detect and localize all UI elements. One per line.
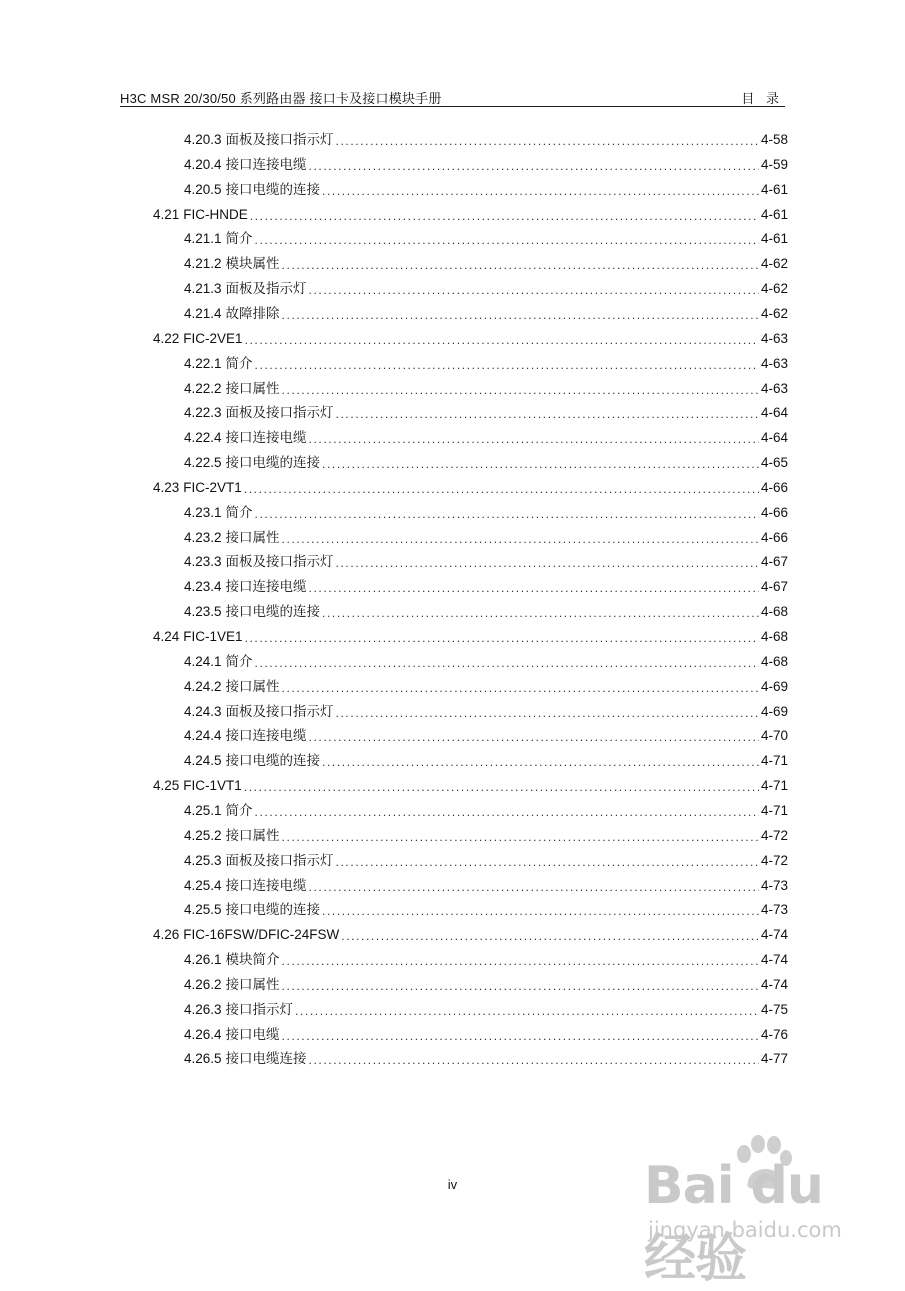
toc-entry-number: 4.26.2 — [184, 976, 222, 992]
toc-entry-title: 接口电缆 — [225, 1026, 280, 1042]
toc-entry-number: 4.20.4 — [184, 156, 222, 172]
toc-entry-title: 接口属性 — [225, 380, 280, 396]
toc-entry-number: 4.25.3 — [184, 852, 222, 868]
toc-entry — [184, 949, 788, 969]
toc-entry — [184, 725, 788, 745]
toc-entry-page: 4-72 — [760, 852, 788, 868]
toc-entry-number: 4.24.3 — [184, 703, 222, 719]
toc-entry-page: 4-64 — [760, 430, 788, 446]
toc-entry-title: 模块属性 — [225, 256, 280, 272]
toc-entry-page: 4-66 — [760, 504, 788, 520]
toc-entry-page: 4-61 — [760, 206, 788, 222]
toc-entry-page: 4-71 — [760, 778, 788, 794]
toc-dot-leader — [282, 978, 759, 994]
toc-entry-title: 简介 — [225, 504, 253, 520]
toc-entry-title: 接口属性 — [225, 976, 280, 992]
toc-entry-title: 简介 — [225, 802, 253, 818]
toc-entry-page: 4-58 — [760, 132, 788, 147]
toc-entry-title: 接口电缆连接 — [225, 1051, 307, 1067]
toc-entry-number: 4.25.4 — [184, 877, 222, 893]
toc-entry-number: 4.22.1 — [184, 355, 222, 371]
toc-dot-leader — [322, 183, 759, 199]
toc-entry-number: 4.24.4 — [184, 728, 222, 744]
toc-entry-number: 4.21.4 — [184, 305, 222, 321]
toc-entry-number: 4.26.4 — [184, 1026, 222, 1042]
toc-dot-leader — [282, 829, 759, 845]
toc-entry-page: 4-61 — [760, 231, 788, 247]
toc-entry-title: 接口连接电缆 — [225, 430, 307, 446]
toc-dot-leader — [282, 531, 759, 547]
toc-entry-number: 4.25 — [153, 778, 180, 794]
document-title: H3C MSR 20/30/50 系列路由器 接口卡及接口模块手册 — [120, 91, 442, 106]
toc-entry — [153, 477, 788, 497]
toc-entry-title: 模块简介 — [225, 952, 280, 968]
toc-entry-title: 故障排除 — [225, 305, 280, 321]
toc-entry — [184, 1048, 788, 1068]
toc-dot-leader — [336, 133, 759, 149]
toc-entry — [184, 303, 788, 323]
toc-dot-leader — [309, 879, 759, 895]
toc-entry-title: 接口属性 — [225, 529, 280, 545]
toc-entry-number: 4.23 — [153, 479, 180, 495]
toc-entry — [184, 800, 788, 820]
toc-entry-page: 4-71 — [760, 802, 788, 818]
toc-entry — [184, 228, 788, 248]
toc-entry — [184, 527, 788, 547]
toc-entry-page: 4-63 — [760, 355, 788, 371]
toc-entry-number: 4.22.5 — [184, 455, 222, 471]
toc-entry-title: 简介 — [225, 653, 253, 669]
toc-dot-leader — [322, 754, 759, 770]
toc-entry-title: 接口连接电缆 — [225, 877, 307, 893]
toc-entry — [153, 775, 788, 795]
toc-dot-leader — [255, 655, 759, 671]
toc-dot-leader — [336, 406, 759, 422]
toc-entry-number: 4.26.3 — [184, 1001, 222, 1017]
toc-entry-page: 4-63 — [760, 330, 788, 346]
toc-entry — [184, 676, 788, 696]
toc-entry — [184, 278, 788, 298]
toc-dot-leader — [341, 928, 759, 944]
toc-entry — [153, 204, 788, 224]
toc-entry-title: 接口连接电缆 — [225, 728, 307, 744]
toc-entry-page: 4-73 — [760, 902, 788, 918]
toc-entry-title: 接口属性 — [225, 827, 280, 843]
page-header — [120, 86, 785, 107]
toc-entry-title: 接口属性 — [225, 678, 280, 694]
toc-entry-page: 4-72 — [760, 827, 788, 843]
toc-entry-number: 4.25.2 — [184, 827, 222, 843]
toc-dot-leader — [282, 307, 759, 323]
toc-entry — [184, 576, 788, 596]
toc-entry-title: 简介 — [225, 231, 253, 247]
toc-entry-page: 4-61 — [760, 181, 788, 197]
toc-entry-page: 4-63 — [760, 380, 788, 396]
toc-dot-leader — [336, 854, 759, 870]
toc-entry-page: 4-67 — [760, 579, 788, 595]
toc-entry-number: 4.23.5 — [184, 604, 222, 620]
watermark-brand: Bai du 经验 — [644, 1156, 823, 1289]
toc-dot-leader — [282, 680, 759, 696]
toc-entry — [184, 253, 788, 273]
toc-entry-number: 4.21.1 — [184, 231, 222, 247]
toc-entry-page: 4-66 — [760, 529, 788, 545]
toc-dot-leader — [245, 630, 759, 646]
toc-entry-page: 4-69 — [760, 678, 788, 694]
toc-entry-title: 接口电缆的连接 — [225, 604, 321, 620]
toc-dot-leader — [322, 605, 759, 621]
toc-entry-page: 4-77 — [760, 1051, 788, 1067]
toc-dot-leader — [309, 282, 759, 298]
toc-entry — [184, 353, 788, 373]
toc-entry-title: FIC-1VT1 — [183, 778, 242, 794]
toc-entry-title: 面板及接口指示灯 — [225, 852, 334, 868]
toc-entry-page: 4-62 — [760, 305, 788, 321]
toc-entry-number: 4.26.5 — [184, 1051, 222, 1067]
toc-entry — [184, 875, 788, 895]
toc-dot-leader — [255, 357, 759, 373]
toc-entry-number: 4.24.5 — [184, 753, 222, 769]
toc-entry — [184, 701, 788, 721]
toc-entry-title: 接口电缆的连接 — [225, 753, 321, 769]
toc-entry-title: 面板及接口指示灯 — [225, 405, 334, 421]
toc-entry-page: 4-64 — [760, 405, 788, 421]
toc-dot-leader — [309, 1052, 759, 1068]
toc-entry-page: 4-62 — [760, 256, 788, 272]
toc-entry-number: 4.24.1 — [184, 653, 222, 669]
toc-entry-number: 4.26.1 — [184, 952, 222, 968]
toc-dot-leader — [309, 158, 759, 174]
toc-dot-leader — [336, 705, 759, 721]
toc-entry — [184, 974, 788, 994]
toc-entry-title: 简介 — [225, 355, 253, 371]
page-number: iv — [447, 1177, 458, 1192]
toc-entry-page: 4-76 — [760, 1026, 788, 1042]
toc-dot-leader — [309, 580, 759, 596]
toc-dot-leader — [250, 208, 759, 224]
toc-entry-page: 4-73 — [760, 877, 788, 893]
toc-entry-title: 接口电缆的连接 — [225, 455, 321, 471]
toc-entry-number: 4.24 — [153, 629, 180, 644]
toc-entry-title: FIC-16FSW/DFIC-24FSW — [183, 927, 340, 943]
toc-entry — [184, 402, 788, 422]
toc-dot-leader — [309, 431, 759, 447]
toc-entry — [184, 179, 788, 199]
toc-entry-title: 接口电缆的连接 — [225, 181, 321, 197]
toc-entry-number: 4.20.5 — [184, 181, 222, 197]
toc-entry-title: FIC-2VT1 — [183, 479, 242, 495]
toc-entry-title: 面板及接口指示灯 — [225, 132, 334, 147]
toc-entry — [184, 378, 788, 398]
toc-dot-leader — [309, 729, 759, 745]
toc-dot-leader — [245, 332, 759, 348]
toc-entry-page: 4-67 — [760, 554, 788, 570]
toc-entry — [184, 750, 788, 770]
toc-dot-leader — [255, 232, 759, 248]
toc-dot-leader — [244, 481, 759, 497]
toc-entry-page: 4-69 — [760, 703, 788, 719]
toc-dot-leader — [336, 555, 759, 571]
toc-entry-title: 接口电缆的连接 — [225, 902, 321, 918]
toc-entry-page: 4-68 — [760, 653, 788, 669]
toc-entry — [184, 999, 788, 1019]
toc-dot-leader — [322, 456, 759, 472]
toc-dot-leader — [255, 804, 759, 820]
toc-dot-leader — [282, 382, 759, 398]
toc-entry-number: 4.23.1 — [184, 504, 222, 520]
toc-entry-page: 4-68 — [760, 604, 788, 620]
section-label: 目 录 — [741, 91, 783, 106]
toc-entry — [153, 328, 788, 348]
baidu-jingyan-watermark — [638, 1132, 868, 1289]
toc-entry-number: 4.23.4 — [184, 579, 222, 595]
toc-entry — [184, 502, 788, 522]
toc-entry-page: 4-68 — [760, 629, 788, 644]
toc-entry-number: 4.22.2 — [184, 380, 222, 396]
toc-entry-title: 面板及接口指示灯 — [225, 703, 334, 719]
toc-entry — [184, 651, 788, 671]
toc-entry-number: 4.21 — [153, 206, 180, 222]
toc-entry-number: 4.22.4 — [184, 430, 222, 446]
toc-entry-number: 4.26 — [153, 927, 180, 943]
toc-entry — [184, 129, 788, 149]
toc-entry — [184, 551, 788, 571]
toc-entry — [184, 899, 788, 919]
toc-entry-title: 接口连接电缆 — [225, 156, 307, 172]
watermark-url: jingyan.baidu.com — [648, 1218, 842, 1242]
toc-entry-page: 4-74 — [760, 927, 788, 943]
toc-entry-title: FIC-1VE1 — [183, 629, 243, 644]
toc-entry-title: 接口连接电缆 — [225, 579, 307, 595]
toc-entry-page: 4-75 — [760, 1001, 788, 1017]
toc-entry-title: 面板及接口指示灯 — [225, 554, 334, 570]
toc-entry-number: 4.20.3 — [184, 132, 222, 147]
toc-entry — [184, 825, 788, 845]
toc-entry — [153, 924, 788, 944]
toc-entry-title: 接口指示灯 — [225, 1001, 294, 1017]
toc-entry-page: 4-74 — [760, 976, 788, 992]
toc-entry-number: 4.21.2 — [184, 256, 222, 272]
toc-entry-number: 4.24.2 — [184, 678, 222, 694]
toc-entry-page: 4-59 — [760, 156, 788, 172]
toc-entry-page: 4-65 — [760, 455, 788, 471]
toc-entry-page: 4-66 — [760, 479, 788, 495]
toc-entry — [184, 452, 788, 472]
toc-entry — [184, 850, 788, 870]
toc-entry-number: 4.21.3 — [184, 281, 222, 297]
toc-entry-number: 4.25.5 — [184, 902, 222, 918]
toc-dot-leader — [282, 257, 759, 273]
toc-entry — [153, 626, 788, 646]
toc-entry-page: 4-74 — [760, 952, 788, 968]
toc-dot-leader — [282, 1028, 759, 1044]
toc-entry-number: 4.22 — [153, 330, 180, 346]
toc-dot-leader — [255, 506, 759, 522]
toc-entry-number: 4.25.1 — [184, 802, 222, 818]
toc-entry-page: 4-71 — [760, 753, 788, 769]
toc-dot-leader — [322, 903, 759, 919]
toc-dot-leader — [244, 779, 759, 795]
toc-entry-page: 4-70 — [760, 728, 788, 744]
toc-entry-title: FIC-2VE1 — [183, 330, 243, 346]
toc-entry — [184, 154, 788, 174]
toc-entry-title: FIC-HNDE — [183, 206, 248, 222]
toc-entry — [184, 427, 788, 447]
toc-dot-leader — [282, 953, 759, 969]
toc-entry — [184, 1024, 788, 1044]
toc-entry-page: 4-62 — [760, 281, 788, 297]
toc-entry-title: 面板及指示灯 — [225, 281, 307, 297]
toc-dot-leader — [295, 1003, 759, 1019]
toc-entry — [184, 601, 788, 621]
toc-entry-number: 4.23.2 — [184, 529, 222, 545]
toc-entry-number: 4.23.3 — [184, 554, 222, 570]
toc-entry-number: 4.22.3 — [184, 405, 222, 421]
